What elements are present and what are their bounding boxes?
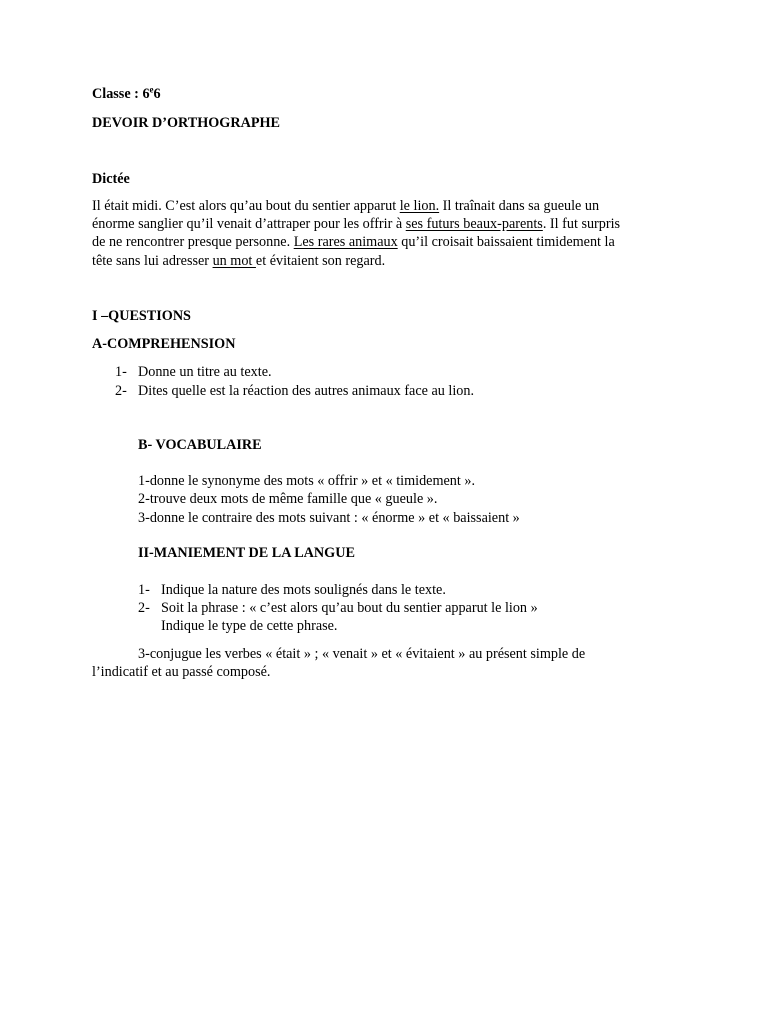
dictee-line-3: de ne rencontrer presque personne. Les rares animaux qu’il croisait baissaient timidement la [92, 234, 615, 250]
vocabulaire-item-1: 1-donne le synonyme des mots « offrir » et « timidement ». [138, 473, 476, 489]
dictee-heading: Dictée [92, 171, 130, 187]
dictee-line-1: Il était midi. C’est alors qu’au bout du sentier apparut le lion. Il traînait dans sa gueule un [92, 198, 600, 214]
item-number: 1- [115, 364, 127, 380]
underlined-word: le lion. [399, 198, 440, 214]
langue-item-3-line-2: l’indicatif et au passé composé. [92, 664, 271, 680]
underlined-word: un mot [212, 253, 256, 269]
langue-item-3-line-1: 3-conjugue les verbes « était » ; « venait » et « évitaient » au présent simple de [138, 646, 586, 662]
underlined-word: ses futurs beaux-parents [405, 216, 543, 232]
item-number: 2- [115, 383, 127, 399]
item-text: Soit la phrase : « c’est alors qu’au bout du sentier apparut le lion » [161, 600, 538, 616]
langue-item-2-continuation: Indique le type de cette phrase. [161, 618, 338, 634]
item-text: Indique la nature des mots soulignés dans le texte. [161, 582, 446, 598]
class-label: Classe : 6e6 [92, 84, 161, 102]
vocabulaire-item-3: 3-donne le contraire des mots suivant : « énorme » et « baissaient » [138, 510, 520, 526]
item-text: Donne un titre au texte. [138, 364, 272, 380]
vocabulaire-heading: B- VOCABULAIRE [138, 437, 262, 453]
dictee-line-2: énorme sanglier qu’il venait d’attraper pour les offrir à ses futurs beaux-parents. Il fut surpris [92, 216, 621, 232]
dictee-line-4: tête sans lui adresser un mot et évitaient son regard. [92, 253, 386, 269]
questions-heading: I –QUESTIONS [92, 308, 191, 324]
item-number: 2- [138, 600, 150, 616]
underlined-word: Les rares animaux [293, 234, 398, 250]
vocabulaire-item-2: 2-trouve deux mots de même famille que « gueule ». [138, 491, 438, 507]
item-number: 1- [138, 582, 150, 598]
langue-heading: II-MANIEMENT DE LA LANGUE [138, 545, 355, 561]
comprehension-heading: A-COMPREHENSION [92, 336, 236, 352]
page-title: DEVOIR D’ORTHOGRAPHE [92, 115, 280, 131]
item-text: Dites quelle est la réaction des autres animaux face au lion. [138, 383, 475, 399]
